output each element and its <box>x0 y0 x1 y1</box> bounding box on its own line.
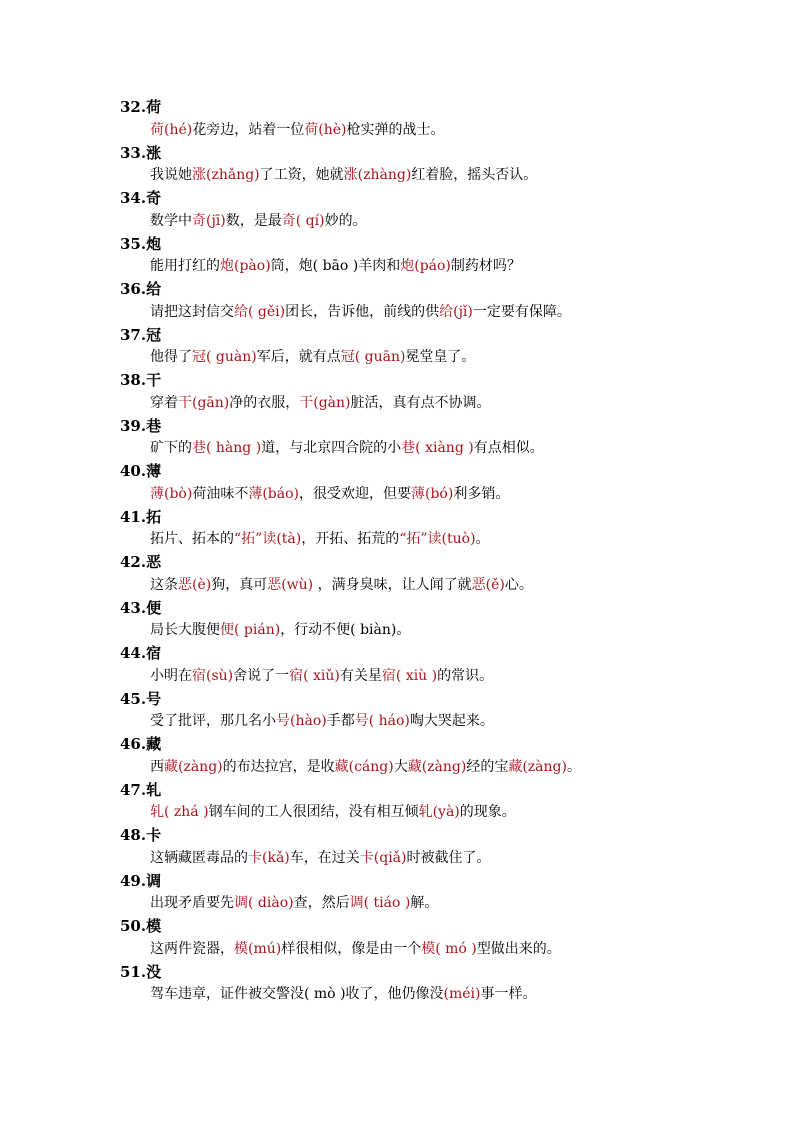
entry-number: 44. <box>120 644 147 662</box>
sentence-text: 有点相似。 <box>473 440 544 456</box>
entry-heading <box>120 324 794 347</box>
pronunciation-highlight: 涨(zhàng) <box>343 167 412 183</box>
entry-heading <box>120 870 794 893</box>
list-item <box>120 642 794 688</box>
entry-number: 50. <box>120 917 147 935</box>
pronunciation-highlight: 卡(qiǎ) <box>359 849 407 866</box>
entry-number: 36. <box>120 280 147 298</box>
entry-character: 干 <box>146 371 162 389</box>
pronunciation-highlight: 藏(zàng) <box>508 758 567 775</box>
entry-heading <box>120 779 794 802</box>
example-sentence <box>120 255 794 278</box>
pronunciation-highlight: 巷( hàng ) <box>192 440 262 456</box>
sentence-text: 事一样。 <box>480 986 537 1002</box>
sentence-text: 这两件瓷器， <box>150 940 234 957</box>
sentence-text: 团长，告诉他，前线的供 <box>285 303 440 320</box>
entry-number: 40. <box>120 462 147 480</box>
list-item <box>120 324 794 370</box>
sentence-text: 荷油味不 <box>192 485 249 502</box>
entry-character: 荷 <box>146 98 162 116</box>
list-item <box>120 233 794 279</box>
entry-heading <box>120 551 794 574</box>
sentence-text: 驾车违章，证件被交警没( mò )收了，他仍像没 <box>150 986 444 1002</box>
entry-number: 41. <box>120 507 147 526</box>
list-item <box>120 96 794 142</box>
example-sentence <box>120 528 794 551</box>
sentence-text: 矿下的 <box>150 440 192 456</box>
sentence-text: 数学中 <box>150 212 192 229</box>
entry-number: 37. <box>120 325 147 344</box>
entry-character: 藏 <box>146 735 162 753</box>
entry-heading <box>120 824 794 847</box>
entry-number: 49. <box>120 871 147 890</box>
list-item <box>120 870 794 916</box>
sentence-text: 。 <box>566 758 581 775</box>
pronunciation-highlight: 宿( xiù ) <box>381 667 438 684</box>
pronunciation-highlight: 炮(pào) <box>220 258 271 274</box>
entry-heading <box>120 278 794 301</box>
entry-number: 35. <box>120 234 147 253</box>
pronunciation-highlight: 给( gěi) <box>234 303 286 320</box>
pronunciation-highlight: 奇( qí) <box>281 212 325 229</box>
entry-character: 卡 <box>146 826 162 844</box>
example-sentence <box>120 164 794 187</box>
list-item <box>120 688 794 734</box>
sentence-text: 样很相似，像是由一个 <box>281 940 422 957</box>
example-sentence <box>120 756 794 779</box>
entry-number: 45. <box>120 689 147 708</box>
example-sentence <box>120 892 794 915</box>
pronunciation-highlight: 恶(è) <box>178 576 212 593</box>
sentence-text: 的现象。 <box>459 804 516 820</box>
entry-list <box>120 96 794 1006</box>
example-sentence <box>120 346 794 369</box>
list-item <box>120 915 794 961</box>
pronunciation-highlight: 藏(cáng) <box>334 758 394 775</box>
entry-heading <box>120 733 794 756</box>
sentence-text: 一定要有保障。 <box>472 303 571 320</box>
pronunciation-highlight: 调( tiáo ) <box>349 895 411 911</box>
sentence-text: 舍说了一 <box>233 667 290 684</box>
pronunciation-highlight: 便( pián) <box>220 622 281 638</box>
entry-number: 46. <box>120 735 147 753</box>
example-sentence <box>120 983 794 1006</box>
pronunciation-highlight: 宿( xiǔ) <box>289 667 340 684</box>
pronunciation-highlight: 荷(hè) <box>304 121 347 138</box>
example-sentence <box>120 574 794 597</box>
sentence-text: 了工资，她就 <box>259 167 344 183</box>
pronunciation-highlight: 号(hào) <box>276 713 327 729</box>
list-item <box>120 961 794 1007</box>
sentence-text: 的布达拉宫，是收 <box>222 758 335 775</box>
pronunciation-highlight: 藏(zàng) <box>407 758 467 775</box>
list-item <box>120 733 794 779</box>
pronunciation-highlight: 冠( guàn) <box>192 349 257 365</box>
entry-heading <box>120 597 794 620</box>
sentence-text: 红着脸，摇头否认。 <box>411 167 538 183</box>
sentence-text: 西 <box>150 758 164 775</box>
sentence-text: ，满身臭味，让人闻了就 <box>313 576 472 593</box>
entry-heading <box>120 96 794 119</box>
sentence-text: 局长大腹便 <box>150 622 220 638</box>
sentence-text: 净的衣服， <box>229 394 300 411</box>
entry-heading <box>120 142 794 165</box>
entry-heading <box>120 460 794 483</box>
entry-character: 模 <box>146 917 162 935</box>
entry-character: 炮 <box>146 234 162 253</box>
sentence-text: 受了批评，那几名小 <box>150 713 276 729</box>
entry-heading <box>120 233 794 256</box>
pronunciation-highlight: 轧(yà) <box>418 804 460 820</box>
entry-character: 冠 <box>146 325 162 344</box>
entry-heading <box>120 961 794 984</box>
entry-number: 42. <box>120 553 147 571</box>
pronunciation-highlight: 巷( xiàng ) <box>401 440 474 456</box>
pronunciation-highlight: 恶(wù) <box>267 576 314 593</box>
sentence-text: 枪实弹的战士。 <box>346 121 445 138</box>
list-item <box>120 187 794 233</box>
sentence-text: 能用打红的 <box>150 258 220 274</box>
sentence-text: 这条 <box>150 576 178 593</box>
sentence-text: 花旁边，站着一位 <box>192 121 305 138</box>
entry-number: 47. <box>120 780 147 799</box>
entry-number: 33. <box>120 143 147 162</box>
sentence-text: 经的宝 <box>466 758 509 775</box>
example-sentence <box>120 619 794 642</box>
pronunciation-highlight: 奇(jī) <box>192 212 226 229</box>
sentence-text: 车，在过关 <box>289 849 360 866</box>
pronunciation-highlight: 薄(báo) <box>248 485 299 502</box>
sentence-text: 利多销。 <box>453 485 510 502</box>
list-item <box>120 142 794 188</box>
sentence-text: 钢车间的工人很团结，没有相互倾 <box>208 804 419 820</box>
entry-heading <box>120 915 794 938</box>
pronunciation-highlight: “拓”读(tuò) <box>399 531 476 547</box>
sentence-text: 的常识。 <box>437 667 494 684</box>
list-item <box>120 779 794 825</box>
list-item <box>120 824 794 870</box>
example-sentence <box>120 801 794 824</box>
sentence-text: 筒，炮( bāo )羊肉和 <box>270 258 401 274</box>
example-sentence <box>120 119 794 142</box>
sentence-text: 有关星 <box>339 667 382 684</box>
sentence-text: 型做出来的。 <box>476 940 561 957</box>
example-sentence <box>120 210 794 233</box>
entry-character: 没 <box>146 962 162 981</box>
entry-number: 39. <box>120 416 147 435</box>
example-sentence <box>120 301 794 324</box>
entry-number: 32. <box>120 98 147 116</box>
sentence-text: 穿着 <box>150 394 178 411</box>
entry-character: 给 <box>146 280 162 298</box>
sentence-text: 道，与北京四合院的小 <box>261 440 402 456</box>
sentence-text: 军后，就有点 <box>256 349 341 365</box>
sentence-text: 冕堂皇了。 <box>405 349 476 365</box>
pronunciation-highlight: (méi) <box>443 986 481 1002</box>
sentence-text: 出现矛盾要先 <box>150 895 234 911</box>
entry-number: 43. <box>120 598 147 617</box>
entry-character: 号 <box>146 689 162 708</box>
example-sentence <box>120 483 794 506</box>
sentence-text: ，很受欢迎，但要 <box>299 485 411 502</box>
pronunciation-highlight: “拓”读(tà) <box>234 531 302 547</box>
sentence-text: 查，然后 <box>293 895 350 911</box>
example-sentence <box>120 437 794 460</box>
entry-heading <box>120 688 794 711</box>
entry-character: 奇 <box>146 189 162 207</box>
sentence-text: 解。 <box>410 895 439 911</box>
sentence-text: 脏活，真有点不协调。 <box>350 394 491 411</box>
pronunciation-highlight: 轧( zhá ) <box>150 804 209 820</box>
pronunciation-highlight: 恶(ě) <box>471 576 505 593</box>
pronunciation-highlight: 冠( guān) <box>340 349 406 365</box>
example-sentence <box>120 847 794 870</box>
sentence-text: 请把这封信交 <box>150 303 234 320</box>
entry-number: 34. <box>120 189 147 207</box>
sentence-text: 。 <box>475 531 490 547</box>
pronunciation-highlight: 模(mú) <box>234 940 282 957</box>
sentence-text: ，开拓、拓荒的 <box>301 531 400 547</box>
list-item <box>120 506 794 552</box>
list-item <box>120 415 794 461</box>
pronunciation-highlight: 调( diào) <box>234 895 294 911</box>
example-sentence <box>120 665 794 688</box>
sentence-text: 这辆藏匿毒品的 <box>150 849 248 866</box>
list-item <box>120 597 794 643</box>
pronunciation-highlight: 模( mó ) <box>421 940 477 957</box>
list-item <box>120 551 794 597</box>
sentence-text: 时被截住了。 <box>406 849 491 866</box>
list-item <box>120 369 794 415</box>
entry-character: 调 <box>146 871 162 890</box>
sentence-text: 啕大哭起来。 <box>409 713 494 729</box>
pronunciation-highlight: 荷(hé) <box>150 121 193 138</box>
entry-heading <box>120 506 794 529</box>
sentence-text: 小明在 <box>150 667 192 684</box>
sentence-text: 他得了 <box>150 349 192 365</box>
entry-character: 恶 <box>146 553 162 571</box>
pronunciation-highlight: 宿(sù) <box>192 667 234 684</box>
entry-character: 巷 <box>146 416 162 435</box>
entry-number: 38. <box>120 371 147 389</box>
example-sentence <box>120 710 794 733</box>
pronunciation-highlight: 藏(zàng) <box>164 758 223 775</box>
pronunciation-highlight: 干(gān) <box>178 394 230 411</box>
entry-character: 宿 <box>146 644 162 662</box>
pronunciation-highlight: 炮(páo) <box>400 258 451 274</box>
pronunciation-highlight: 号( háo) <box>354 713 410 729</box>
pronunciation-highlight: 薄(bò) <box>150 485 193 502</box>
sentence-text: 数，是最 <box>225 212 282 229</box>
example-sentence <box>120 392 794 415</box>
pronunciation-highlight: 干(gàn) <box>299 394 351 411</box>
example-sentence <box>120 938 794 961</box>
pronunciation-highlight: 涨(zhǎng) <box>192 167 260 183</box>
sentence-text: 制药材吗？ <box>450 258 521 274</box>
sentence-text: 妙的。 <box>324 212 367 229</box>
entry-character: 薄 <box>146 462 162 480</box>
sentence-text: 我说她 <box>150 167 192 183</box>
entry-heading <box>120 187 794 210</box>
list-item <box>120 278 794 324</box>
entry-heading <box>120 642 794 665</box>
pronunciation-highlight: 卡(kǎ) <box>248 849 290 866</box>
sentence-text: 大 <box>393 758 408 775</box>
entry-character: 轧 <box>146 780 162 799</box>
entry-heading <box>120 369 794 392</box>
entry-character: 拓 <box>146 507 162 526</box>
sentence-text: 手都 <box>326 713 355 729</box>
list-item <box>120 460 794 506</box>
entry-number: 48. <box>120 826 147 844</box>
sentence-text: 拓片、拓本的 <box>150 531 234 547</box>
pronunciation-highlight: 薄(bó) <box>411 485 454 502</box>
pronunciation-highlight: 给(jǐ) <box>439 303 473 320</box>
entry-character: 便 <box>146 598 162 617</box>
sentence-text: ，行动不便( biàn)。 <box>280 622 411 638</box>
entry-number: 51. <box>120 962 147 981</box>
sentence-text: 狗，真可 <box>211 576 268 593</box>
entry-heading <box>120 415 794 438</box>
entry-character: 涨 <box>146 143 162 162</box>
sentence-text: 心。 <box>504 576 533 593</box>
